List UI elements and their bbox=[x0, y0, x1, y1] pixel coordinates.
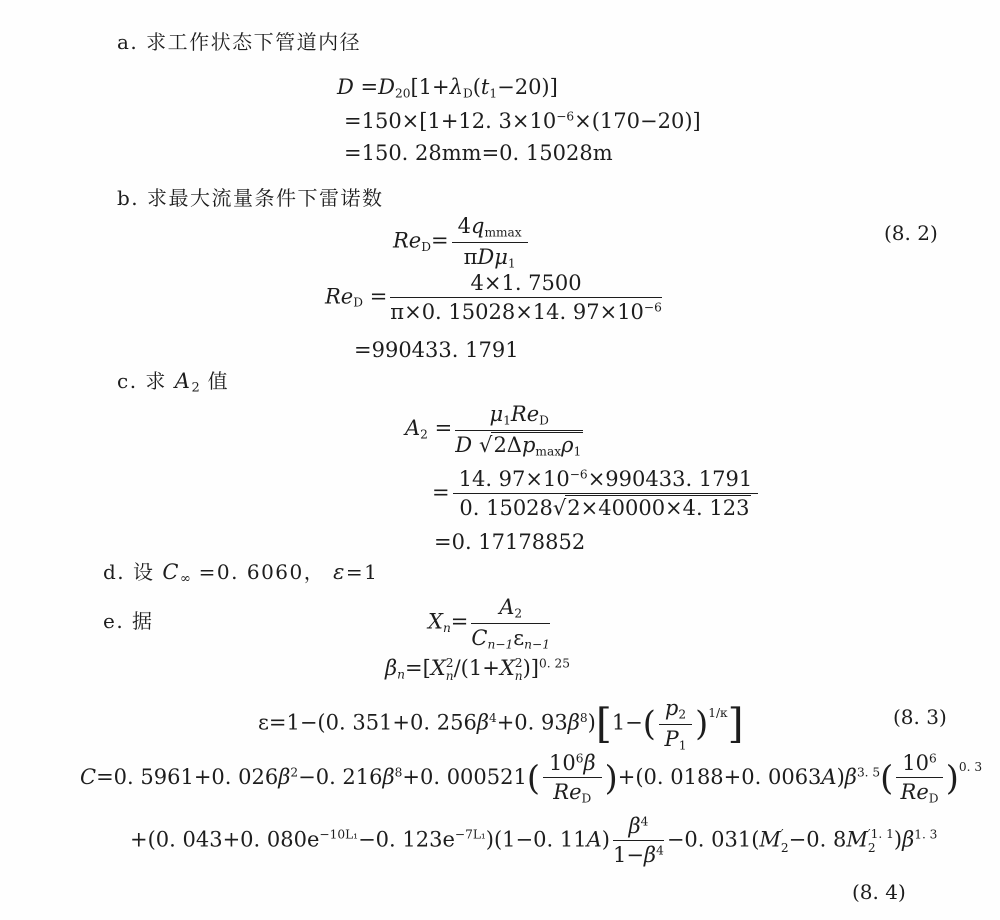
equation-a-line1 bbox=[337, 74, 558, 102]
equation-8-4-line2 bbox=[130, 813, 937, 869]
fraction bbox=[613, 813, 664, 869]
right-paren: ) bbox=[945, 758, 959, 798]
math-token: /(1+ bbox=[453, 656, 500, 680]
heading-c bbox=[117, 365, 229, 396]
equation-8-2 bbox=[393, 213, 531, 271]
heading-c-pre: c. 求 bbox=[117, 369, 175, 393]
math-token: 8 bbox=[394, 765, 403, 780]
fraction bbox=[452, 213, 528, 271]
fraction bbox=[659, 695, 692, 753]
math-token: =990433. 1791 bbox=[354, 338, 519, 362]
radicand bbox=[565, 495, 751, 520]
math-token: +0. 000521 bbox=[402, 764, 527, 789]
left-bracket: [ bbox=[595, 699, 612, 748]
left-paren: ( bbox=[642, 704, 656, 744]
denominator bbox=[390, 298, 662, 325]
math-token: C bbox=[471, 625, 488, 650]
math-token: 6 bbox=[929, 751, 937, 766]
math-token: 1 bbox=[503, 413, 511, 428]
sup-sub-stack bbox=[515, 657, 523, 684]
fraction bbox=[896, 750, 942, 807]
math-token: X bbox=[428, 609, 443, 634]
sup-sub-stack bbox=[446, 657, 454, 684]
math-token: = bbox=[450, 609, 469, 634]
heading-a: a. 求工作状态下管道内径 bbox=[117, 30, 362, 54]
math-token: =0. 6060， bbox=[190, 560, 334, 584]
fraction bbox=[471, 594, 550, 652]
math-token: β bbox=[476, 710, 489, 735]
math-token: 8 bbox=[579, 711, 588, 726]
numerator bbox=[453, 466, 759, 494]
math-token: β bbox=[385, 656, 398, 680]
math-token: 2 bbox=[290, 765, 299, 780]
math-token: ′1. 1 bbox=[867, 827, 894, 842]
math-token: 10 bbox=[902, 751, 930, 775]
math-token: −6 bbox=[643, 300, 662, 315]
math-token: 20 bbox=[394, 86, 411, 101]
math-token: 10 bbox=[548, 751, 576, 775]
math-token: t bbox=[480, 75, 490, 99]
math-token: 2 bbox=[780, 840, 789, 855]
math-token: λ bbox=[449, 75, 463, 99]
math-token: D bbox=[337, 75, 354, 99]
denominator bbox=[471, 624, 550, 653]
math-token: ε bbox=[513, 625, 525, 650]
math-token: −0. 8 bbox=[788, 827, 847, 852]
math-token: 4 bbox=[640, 814, 649, 829]
right-paren: ) bbox=[695, 704, 709, 744]
math-token: +(0. 043+0. 080e bbox=[130, 827, 320, 852]
equation-number-8-3: (8. 3) bbox=[893, 705, 947, 729]
math-token: D bbox=[462, 86, 473, 101]
denominator bbox=[613, 841, 664, 868]
heading-d-pre: d. 设 bbox=[103, 560, 163, 584]
left-paren: ( bbox=[526, 758, 540, 798]
math-token: 2×40000×4. 123 bbox=[567, 496, 750, 521]
fraction bbox=[455, 401, 583, 458]
sup-sub-stack bbox=[868, 828, 894, 855]
math-token: 3. 5 bbox=[856, 765, 881, 780]
equation-e-line1 bbox=[428, 594, 553, 652]
heading-c-post: 值 bbox=[199, 369, 230, 393]
math-token: μ bbox=[489, 402, 504, 426]
math-token: −0. 123e bbox=[358, 827, 455, 852]
math-token: P bbox=[664, 726, 679, 751]
math-token: +0. 93 bbox=[496, 710, 568, 735]
math-token: ) bbox=[587, 710, 596, 735]
numerator bbox=[613, 813, 664, 841]
numerator bbox=[659, 695, 692, 725]
math-token: C bbox=[162, 560, 180, 584]
math-token: n bbox=[445, 669, 454, 684]
math-token: C bbox=[80, 764, 97, 789]
math-token: ) bbox=[893, 827, 903, 852]
numerator bbox=[896, 750, 942, 778]
math-token: D bbox=[378, 75, 395, 99]
math-token: 0. 15028 bbox=[459, 496, 553, 521]
math-token: 14. 97×10 bbox=[458, 467, 570, 491]
math-token: −6 bbox=[556, 109, 575, 124]
math-token: ′ bbox=[780, 827, 784, 842]
denominator bbox=[453, 494, 759, 521]
math-token: 1/κ bbox=[708, 705, 728, 720]
math-token: 2 bbox=[191, 380, 200, 396]
math-token: 1 bbox=[573, 444, 582, 459]
math-token: =150×[1+12. 3×10 bbox=[344, 109, 557, 133]
math-token: = bbox=[363, 284, 388, 309]
equation-a-line2 bbox=[344, 108, 701, 134]
radicand bbox=[491, 432, 583, 458]
math-token: D bbox=[455, 432, 473, 457]
math-token: q bbox=[471, 214, 485, 238]
math-token: β bbox=[278, 764, 291, 789]
equation-number-8-2: (8. 2) bbox=[884, 221, 938, 245]
math-token: −20)] bbox=[497, 75, 558, 99]
math-token: D bbox=[539, 413, 549, 428]
equation-b-line3 bbox=[354, 337, 519, 363]
sqrt-symbol: √ bbox=[552, 496, 566, 521]
math-token: 2 bbox=[867, 840, 876, 855]
math-token: =[ bbox=[404, 656, 431, 680]
math-token: ε bbox=[333, 560, 346, 584]
math-token: ×(170−20)] bbox=[574, 109, 701, 133]
math-token: Re bbox=[900, 780, 929, 805]
denominator bbox=[543, 778, 602, 807]
math-token: A bbox=[499, 595, 515, 619]
sup-sub-stack bbox=[781, 828, 789, 855]
math-token: +(0. 0188+0. 0063 bbox=[617, 764, 822, 789]
math-token: =1 bbox=[345, 560, 379, 584]
math-token: 2Δ bbox=[493, 432, 522, 457]
math-token: X bbox=[430, 656, 446, 680]
math-token: π×0. 15028×14. 97×10 bbox=[390, 300, 644, 325]
math-token: M bbox=[846, 827, 868, 852]
math-token: =0. 17178852 bbox=[434, 530, 586, 554]
math-token: D bbox=[477, 244, 495, 269]
math-token: ε=1−(0. 351+0. 256 bbox=[258, 710, 477, 735]
math-token: 1 bbox=[489, 86, 498, 101]
math-token: 1− bbox=[611, 710, 643, 735]
math-token: β bbox=[567, 710, 580, 735]
equation-b-line2 bbox=[325, 270, 665, 326]
fraction bbox=[390, 270, 662, 326]
math-token: 4×1. 7500 bbox=[470, 271, 582, 295]
math-token: n bbox=[514, 669, 523, 684]
math-token: β bbox=[583, 751, 596, 775]
math-token: )(1−0. 11 bbox=[485, 827, 587, 852]
math-token: 1 bbox=[507, 256, 516, 271]
math-token: 1. 3 bbox=[914, 827, 938, 842]
math-token: β bbox=[382, 764, 395, 789]
numerator bbox=[543, 750, 602, 778]
math-token: D bbox=[353, 295, 364, 310]
math-token: 2 bbox=[678, 707, 687, 722]
math-token: ×990433. 1791 bbox=[587, 467, 753, 491]
equation-e-line2 bbox=[385, 655, 570, 684]
math-token: ( bbox=[472, 75, 481, 99]
math-token: )] bbox=[522, 656, 539, 680]
math-token: π bbox=[463, 244, 478, 269]
math-token: = bbox=[427, 416, 453, 441]
math-token: Re bbox=[510, 402, 540, 426]
denominator bbox=[455, 431, 583, 458]
math-token: = bbox=[353, 75, 379, 99]
equation-c-line3 bbox=[434, 529, 585, 555]
math-token: 4 bbox=[488, 711, 497, 726]
math-token: 2 bbox=[420, 427, 428, 442]
math-token: ∞ bbox=[179, 571, 191, 587]
math-token: max bbox=[535, 444, 562, 459]
math-token: 6 bbox=[575, 751, 584, 766]
math-token: −0. 216 bbox=[298, 764, 383, 789]
math-token: β bbox=[628, 814, 641, 838]
numerator bbox=[471, 594, 550, 624]
math-token: A bbox=[405, 416, 421, 441]
math-token: = bbox=[432, 480, 450, 505]
math-token: 2 bbox=[514, 606, 523, 621]
math-token: β bbox=[643, 843, 657, 868]
math-token: −7L₁ bbox=[454, 827, 486, 842]
numerator bbox=[452, 213, 528, 243]
math-token: A bbox=[821, 764, 837, 789]
math-token: n−1 bbox=[487, 637, 514, 652]
math-token: 2 bbox=[445, 655, 454, 670]
math-token: n bbox=[397, 667, 405, 682]
numerator bbox=[390, 270, 662, 298]
math-token: β bbox=[902, 827, 915, 852]
equation-a-line3 bbox=[344, 140, 613, 166]
math-token: p bbox=[664, 696, 679, 720]
math-token: p bbox=[521, 432, 536, 457]
math-token: 4 bbox=[656, 843, 664, 858]
math-token: ρ bbox=[561, 432, 574, 457]
math-token: n bbox=[442, 621, 451, 636]
right-paren: ) bbox=[604, 758, 618, 798]
math-token: D bbox=[928, 791, 939, 806]
math-token: 1 bbox=[678, 738, 687, 753]
math-token: [1+ bbox=[410, 75, 450, 99]
math-token: 4 bbox=[457, 214, 471, 238]
math-token: Re bbox=[325, 284, 354, 309]
heading-e: e. 据 bbox=[103, 609, 154, 633]
left-paren: ( bbox=[880, 758, 894, 798]
equation-number-8-4: (8. 4) bbox=[852, 880, 906, 904]
fraction bbox=[543, 750, 602, 807]
math-token: = bbox=[431, 228, 449, 253]
math-token: 0. 3 bbox=[958, 760, 983, 775]
math-token: =150. 28mm=0. 15028m bbox=[344, 141, 613, 165]
math-token: Re bbox=[553, 780, 582, 805]
math-token: −0. 031( bbox=[666, 827, 760, 852]
equation-8-4-line1 bbox=[80, 750, 982, 807]
denominator bbox=[896, 778, 942, 807]
math-token: A bbox=[586, 827, 602, 852]
heading-d bbox=[103, 556, 378, 587]
math-token: −6 bbox=[569, 467, 588, 482]
math-token: D bbox=[421, 240, 432, 255]
math-token: β bbox=[844, 764, 857, 789]
math-token: X bbox=[499, 656, 515, 680]
math-token: mmax bbox=[484, 225, 522, 240]
math-token: ) bbox=[601, 827, 610, 852]
sqrt-symbol: √ bbox=[479, 432, 492, 457]
math-token: ) bbox=[836, 764, 845, 789]
math-token: D bbox=[581, 791, 592, 806]
numerator bbox=[455, 401, 583, 431]
equation-8-3 bbox=[258, 695, 744, 753]
math-token: 1− bbox=[612, 843, 644, 868]
equation-c-line2 bbox=[432, 466, 761, 522]
heading-b: b. 求最大流量条件下雷诺数 bbox=[117, 186, 384, 210]
math-token: μ bbox=[494, 244, 508, 269]
fraction bbox=[453, 466, 759, 522]
math-token: 2 bbox=[514, 655, 523, 670]
denominator bbox=[452, 243, 528, 272]
math-token: n−1 bbox=[524, 637, 550, 652]
math-token: A bbox=[174, 369, 192, 393]
math-token: −10L₁ bbox=[319, 827, 359, 842]
denominator bbox=[659, 725, 692, 754]
math-token: M bbox=[759, 827, 781, 852]
math-token: 0. 25 bbox=[539, 656, 570, 671]
math-token: Re bbox=[393, 228, 422, 253]
right-bracket: ] bbox=[727, 699, 744, 748]
equation-c-line1 bbox=[405, 401, 586, 458]
math-token: =0. 5961+0. 026 bbox=[96, 764, 279, 789]
